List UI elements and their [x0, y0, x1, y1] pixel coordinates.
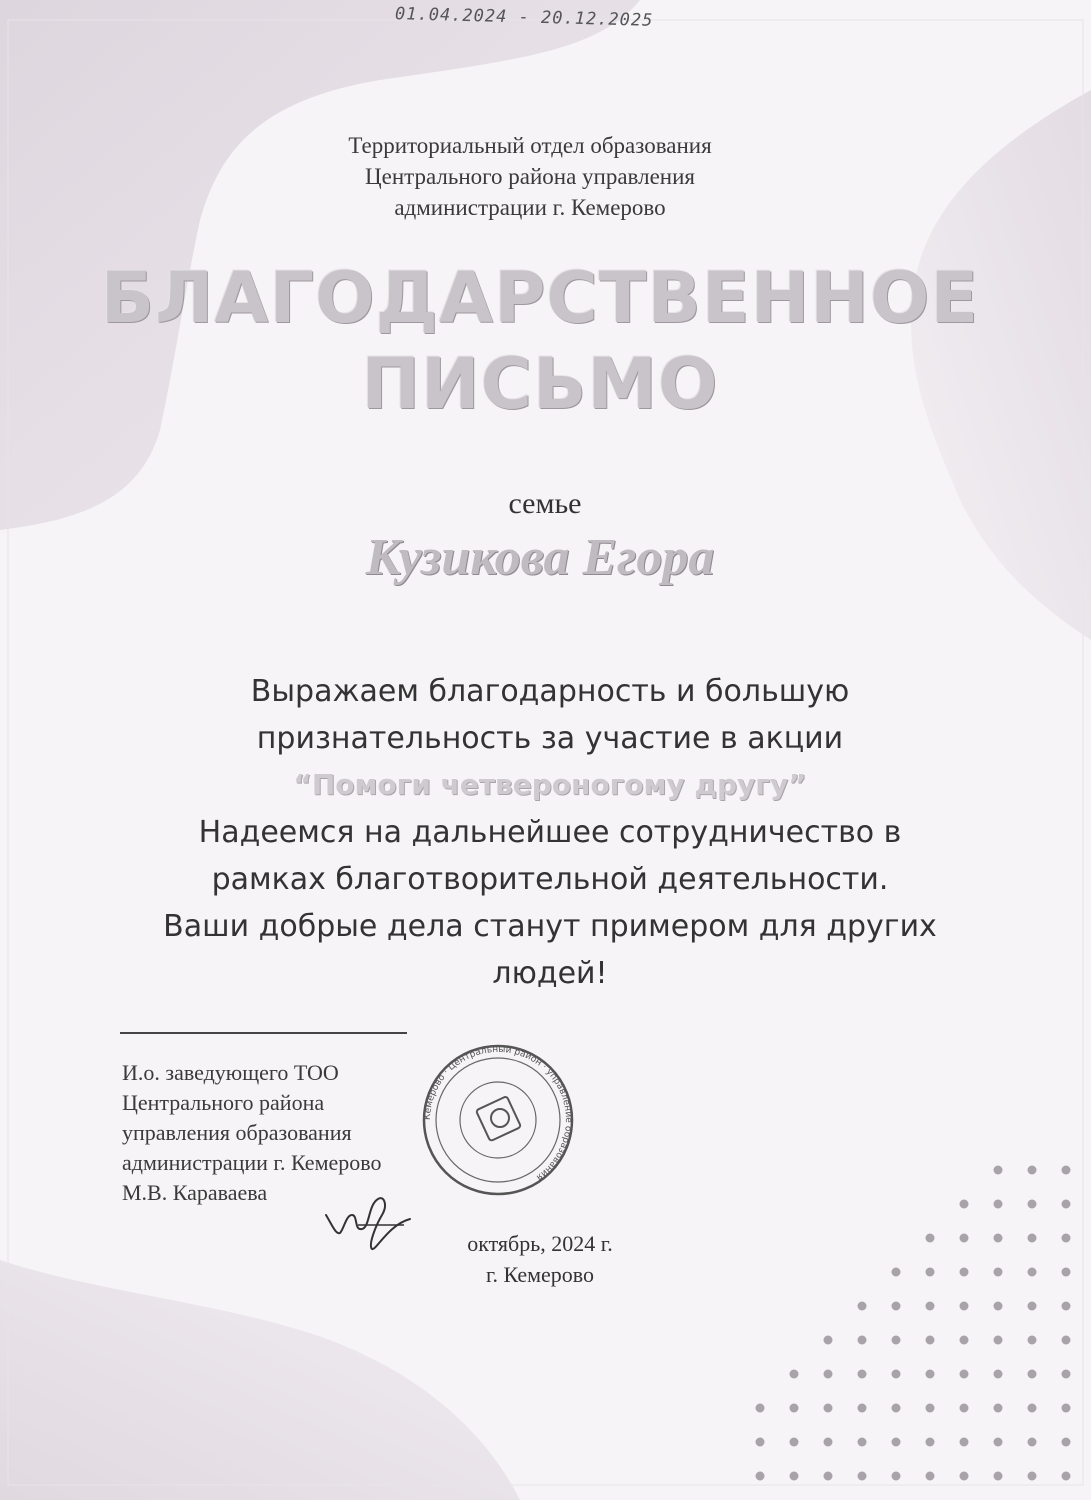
decor-dot [790, 1438, 799, 1447]
document-title-line-1: БЛАГОДАРСТВЕННОЕ [100, 257, 980, 339]
decor-dot [892, 1370, 901, 1379]
decor-dot [1028, 1370, 1037, 1379]
decor-dot [1062, 1268, 1071, 1277]
decor-dot [892, 1472, 901, 1481]
decor-dot [892, 1302, 901, 1311]
decor-dot [926, 1336, 935, 1345]
decor-dot [1028, 1234, 1037, 1243]
decor-dot [824, 1404, 833, 1413]
dot-pattern [750, 1160, 1091, 1500]
decor-dot [994, 1234, 1003, 1243]
decor-dot [926, 1234, 935, 1243]
official-stamp-icon [418, 1040, 578, 1200]
decor-dot [994, 1268, 1003, 1277]
handwritten-signature-icon [318, 1185, 418, 1255]
org-line: Центрального района управления [365, 164, 695, 189]
issue-place: г. Кемерово [485, 1262, 595, 1287]
decor-dot [790, 1370, 799, 1379]
recipient-label: семье [508, 487, 582, 520]
decor-dot [1028, 1268, 1037, 1277]
decor-dot [960, 1438, 969, 1447]
recipient-name: Кузикова Егора [365, 529, 715, 586]
decor-dot [790, 1472, 799, 1481]
decor-dot [1062, 1472, 1071, 1481]
decor-dot [1028, 1404, 1037, 1413]
decor-dot [1028, 1200, 1037, 1209]
handwritten-date-note: 01.04.2024 - 20.12.2025 [394, 4, 654, 31]
decor-dot [858, 1370, 867, 1379]
decor-dot [1062, 1404, 1071, 1413]
body-line: рамках благотворительной деятельности. [211, 862, 889, 897]
decor-dot [1028, 1302, 1037, 1311]
signature-line [120, 1032, 407, 1034]
decor-dot [790, 1404, 799, 1413]
decor-dot [1062, 1370, 1071, 1379]
org-line: администрации г. Кемерово [394, 195, 666, 220]
decor-dot [858, 1336, 867, 1345]
decor-dot [858, 1438, 867, 1447]
decor-dot [1062, 1200, 1071, 1209]
decor-dot [756, 1438, 765, 1447]
decor-dot [960, 1370, 969, 1379]
decor-dot [756, 1472, 765, 1481]
decor-dot [1028, 1336, 1037, 1345]
decor-dot [994, 1404, 1003, 1413]
body-line: Ваши добрые дела станут примером для других [163, 909, 937, 944]
decor-dot [756, 1404, 765, 1413]
decor-dot [892, 1438, 901, 1447]
issue-date: октябрь, 2024 г. [467, 1231, 613, 1256]
decor-dot [926, 1268, 935, 1277]
decor-dot [960, 1200, 969, 1209]
decor-dot [994, 1302, 1003, 1311]
decor-dot [926, 1472, 935, 1481]
decor-dot [824, 1438, 833, 1447]
body-line: людей! [492, 956, 608, 991]
decor-dot [960, 1234, 969, 1243]
document-title-line-2: ПИСЬМО [361, 343, 719, 425]
decor-dot [858, 1472, 867, 1481]
decor-dot [892, 1404, 901, 1413]
decor-dot [960, 1268, 969, 1277]
decor-dot [858, 1404, 867, 1413]
decor-dot [1028, 1166, 1037, 1175]
decor-dot [1062, 1166, 1071, 1175]
signer-line: И.о. заведующего ТОО [122, 1060, 339, 1085]
decor-dot [994, 1166, 1003, 1175]
decor-dot [1028, 1438, 1037, 1447]
decor-dot [926, 1302, 935, 1311]
stamp-text: Кемерово · Центральный район · управление образования [422, 1044, 574, 1183]
signer-line: управления образования [122, 1120, 352, 1145]
signer-line: администрации г. Кемерово [122, 1150, 382, 1175]
campaign-name: “Помоги четвероногому другу” [293, 768, 807, 801]
body-line: Надеемся на дальнейшее сотрудничество в [198, 815, 902, 850]
decor-dot [824, 1336, 833, 1345]
svg-text:Кемерово · Центральный район · [423, 1045, 573, 1182]
signer-line: Центрального района [122, 1090, 325, 1115]
decor-dot [960, 1336, 969, 1345]
decor-dot [960, 1404, 969, 1413]
decor-dot [926, 1404, 935, 1413]
decor-dot [994, 1472, 1003, 1481]
decor-dot [994, 1438, 1003, 1447]
decor-dot [926, 1438, 935, 1447]
decor-dot [1062, 1336, 1071, 1345]
decor-dot [1062, 1234, 1071, 1243]
issue-date-block [420, 1228, 660, 1290]
signer-name: М.В. Караваева [122, 1180, 268, 1205]
decor-dot [994, 1336, 1003, 1345]
decor-dot [1028, 1472, 1037, 1481]
body-line: Выражаем благодарность и большую [250, 674, 850, 709]
decor-dot [824, 1472, 833, 1481]
decor-dot [994, 1200, 1003, 1209]
org-line: Территориальный отдел образования [348, 133, 712, 158]
organization-header [250, 130, 810, 223]
decor-dot [960, 1302, 969, 1311]
decor-dot [1062, 1302, 1071, 1311]
decor-dot [926, 1370, 935, 1379]
body-line: признательность за участие в акции [256, 721, 844, 756]
decor-dot [824, 1370, 833, 1379]
decor-dot [994, 1370, 1003, 1379]
decor-dot [892, 1336, 901, 1345]
decor-dot [960, 1472, 969, 1481]
decor-dot [1062, 1438, 1071, 1447]
decor-dot [892, 1268, 901, 1277]
decor-dot [858, 1302, 867, 1311]
